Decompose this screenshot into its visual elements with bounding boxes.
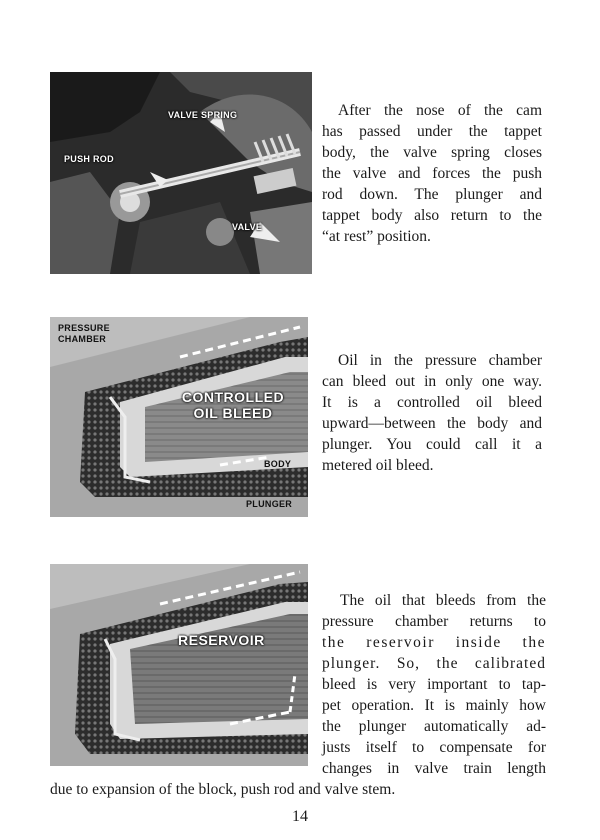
paragraph-line: upward—between the body and xyxy=(322,415,542,432)
paragraph-line: can bleed out in only one way. xyxy=(322,373,542,390)
paragraph-line: tappet body also return to the xyxy=(322,207,542,224)
label-controlled-oil-bleed-text: CONTROLLED OIL BLEED xyxy=(181,389,285,421)
paragraph-line: the plunger automatically ad- xyxy=(322,718,546,735)
label-valve: VALVE xyxy=(232,222,263,232)
paragraph-line: the reservoir inside the xyxy=(322,634,546,651)
paragraph-line: “at rest” position. xyxy=(322,228,431,245)
paragraph-line: rod down. The plunger and xyxy=(322,186,542,203)
figure-valve-spring-photo xyxy=(50,72,312,274)
paragraph-line: pet operation. It is mainly how xyxy=(322,697,546,714)
page-number: 14 xyxy=(292,808,308,825)
paragraph-line: metered oil bleed. xyxy=(322,457,434,474)
paragraph-line: plunger. You could call it a xyxy=(322,436,542,453)
label-valve-spring: VALVE SPRING xyxy=(168,110,238,120)
paragraph-line: justs itself to compensate for xyxy=(322,739,546,756)
label-pressure-chamber-text: PRESSURE CHAMBER xyxy=(58,323,110,344)
figure-pressure-chamber xyxy=(50,317,308,517)
paragraph-cam-return xyxy=(322,100,542,247)
label-push-rod: PUSH ROD xyxy=(64,154,114,164)
paragraph-line: bleed is very important to tap- xyxy=(322,676,546,693)
paragraph-line: pressure chamber returns to xyxy=(322,613,546,630)
reservoir-illustration xyxy=(50,564,308,766)
paragraph-reservoir xyxy=(322,590,546,779)
paragraph-reservoir-last-line: due to expansion of the block, push rod and valve stem. xyxy=(50,781,396,798)
paragraph-line: Oil in the pressure chamber xyxy=(338,352,542,369)
label-controlled-oil-bleed xyxy=(178,389,288,421)
paragraph-line: After the nose of the cam xyxy=(338,102,542,119)
label-pressure-chamber xyxy=(58,323,120,345)
label-plunger: PLUNGER xyxy=(246,499,293,509)
label-body: BODY xyxy=(264,459,292,469)
paragraph-line: plunger. So, the calibrated xyxy=(322,655,546,672)
paragraph-line: changes in valve train length xyxy=(322,760,546,777)
paragraph-line: It is a controlled oil bleed xyxy=(322,394,542,411)
valve-spring-illustration xyxy=(50,72,312,274)
label-reservoir: RESERVOIR xyxy=(178,632,265,648)
paragraph-line: has passed under the tappet xyxy=(322,123,542,140)
paragraph-line: the valve and forces the push xyxy=(322,165,542,182)
paragraph-oil-bleed xyxy=(322,350,542,476)
paragraph-line: The oil that bleeds from the xyxy=(340,592,546,609)
figure-reservoir xyxy=(50,564,308,766)
paragraph-line: body, the valve spring closes xyxy=(322,144,542,161)
